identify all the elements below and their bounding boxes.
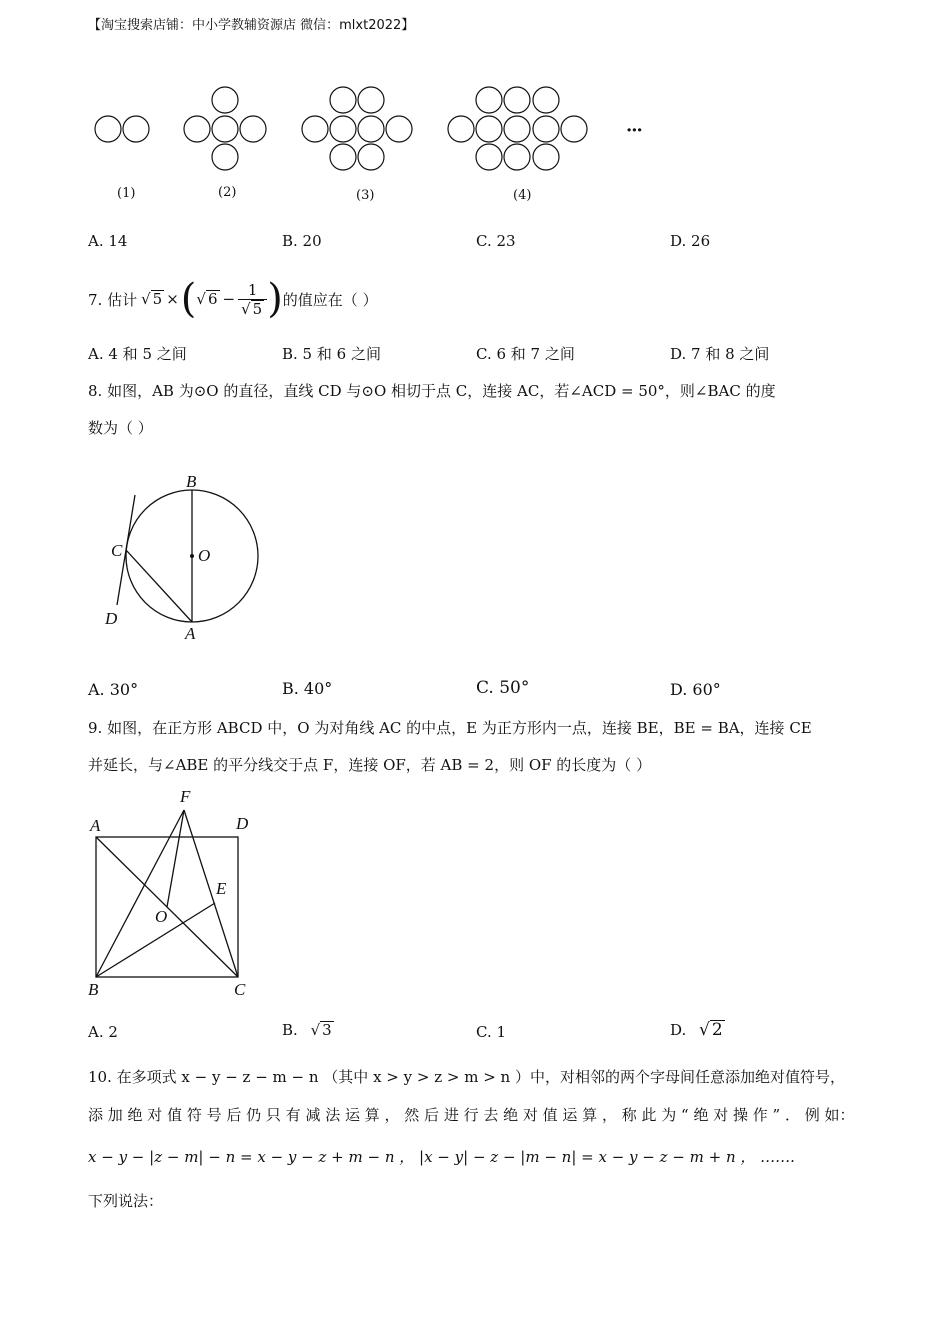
- q7-option-d: D. 7 和 8 之间: [670, 345, 770, 363]
- label-B: B: [186, 472, 197, 491]
- label-B: B: [88, 980, 99, 999]
- figure-label-3: (3): [356, 188, 375, 203]
- q9-line-2: 并延长，与∠ABE 的平分线交于点 F，连接 OF，若 AB = 2，则 OF 的长度为（ ）: [88, 756, 652, 774]
- q7-minus: −: [222, 290, 236, 308]
- label-A: A: [90, 816, 101, 835]
- q6-option-a: A. 14: [88, 232, 128, 250]
- q8-option-a: A. 30°: [88, 680, 139, 699]
- q8-line-1: 8. 如图，AB 为⊙O 的直径，直线 CD 与⊙O 相切于点 C，连接 AC，若∠ACD = 50°，则∠BAC 的度: [88, 382, 776, 400]
- q8-option-d: D. 60°: [670, 680, 721, 699]
- q8-option-c: C. 50°: [476, 678, 530, 698]
- q7-option-a: A. 4 和 5 之间: [88, 345, 187, 363]
- q7-fraction: $\frac{1}{√ 5}$: [238, 281, 267, 318]
- q9-option-b: B. √ 3: [282, 1021, 332, 1039]
- q10-line-4: 下列说法：: [88, 1192, 164, 1210]
- figure-label-1: (1): [117, 186, 136, 201]
- label-D: D: [236, 814, 249, 833]
- q9-option-d-radicand: 2: [711, 1020, 723, 1040]
- q7-sqrt6: 6: [207, 290, 218, 309]
- q9-line-1: 9. 如图，在正方形 ABCD 中，O 为对角线 AC 的中点，E 为正方形内一点，连接 BE，BE = BA，连接 CE: [88, 719, 812, 737]
- q9-option-d-prefix: D.: [670, 1021, 687, 1039]
- q7-option-b: B. 5 和 6 之间: [282, 345, 381, 363]
- q10-line-1: 10. 在多项式 x − y − z − m − n （其中 x > y > z > m > n ）中，对相邻的两个字母间任意添加绝对值符号，: [88, 1068, 845, 1086]
- q8-line-2: 数为（ ）: [88, 419, 153, 437]
- q7-frac-den: 5: [252, 299, 263, 318]
- q6-option-d: D. 26: [670, 232, 711, 250]
- label-F: F: [180, 787, 191, 806]
- q10-line-3: x − y − |z − m| − n = x − y − z + m − n ， |x − y| − z − |m − n| = x − y − z − m + n ， …….: [88, 1148, 795, 1166]
- q7-suffix: 的值应在（ ）: [282, 290, 378, 309]
- circle-pattern-figure: [80, 80, 680, 215]
- q8-option-b: B. 40°: [282, 679, 333, 698]
- q9-option-b-prefix: B.: [282, 1021, 298, 1039]
- label-E: E: [216, 879, 227, 898]
- label-O: O: [155, 907, 168, 926]
- label-C: C: [234, 980, 246, 999]
- label-A: A: [185, 624, 196, 643]
- square-figure: [85, 800, 255, 990]
- label-D: D: [105, 609, 118, 628]
- ellipsis-dots: ···: [626, 120, 642, 141]
- label-C: C: [111, 541, 123, 560]
- q7-sqrt5: 5: [152, 290, 163, 309]
- q10-line-2: 添 加 绝 对 值 符 号 后 仍 只 有 减 法 运 算 ， 然 后 进 行 去 绝 对 值 运 算 ， 称 此 为 “ 绝 对 操 作 ” ． 例 如：: [88, 1106, 855, 1124]
- question-7: 7. 估计 √ 5 × ( √ 6 − $\frac{1}{√ 5}$ ) 的值应在（ ）: [88, 276, 378, 322]
- q6-option-c: C. 23: [476, 232, 516, 250]
- q7-frac-num: 1: [238, 281, 267, 300]
- label-O: O: [198, 546, 211, 565]
- figure-label-2: (2): [218, 185, 237, 200]
- q7-times: ×: [166, 290, 179, 308]
- q9-option-b-radicand: 3: [322, 1021, 332, 1039]
- q9-option-d: D. √ 2: [670, 1020, 723, 1040]
- q6-option-b: B. 20: [282, 232, 322, 250]
- figure-label-4: (4): [513, 188, 532, 203]
- q9-option-c: C. 1: [476, 1023, 507, 1041]
- page-header: 【淘宝搜索店铺：中小学教辅资源店 微信：mlxt2022】: [88, 18, 415, 33]
- q7-option-c: C. 6 和 7 之间: [476, 345, 575, 363]
- q7-prefix: 7. 估计: [88, 290, 138, 309]
- q9-option-a: A. 2: [88, 1023, 118, 1041]
